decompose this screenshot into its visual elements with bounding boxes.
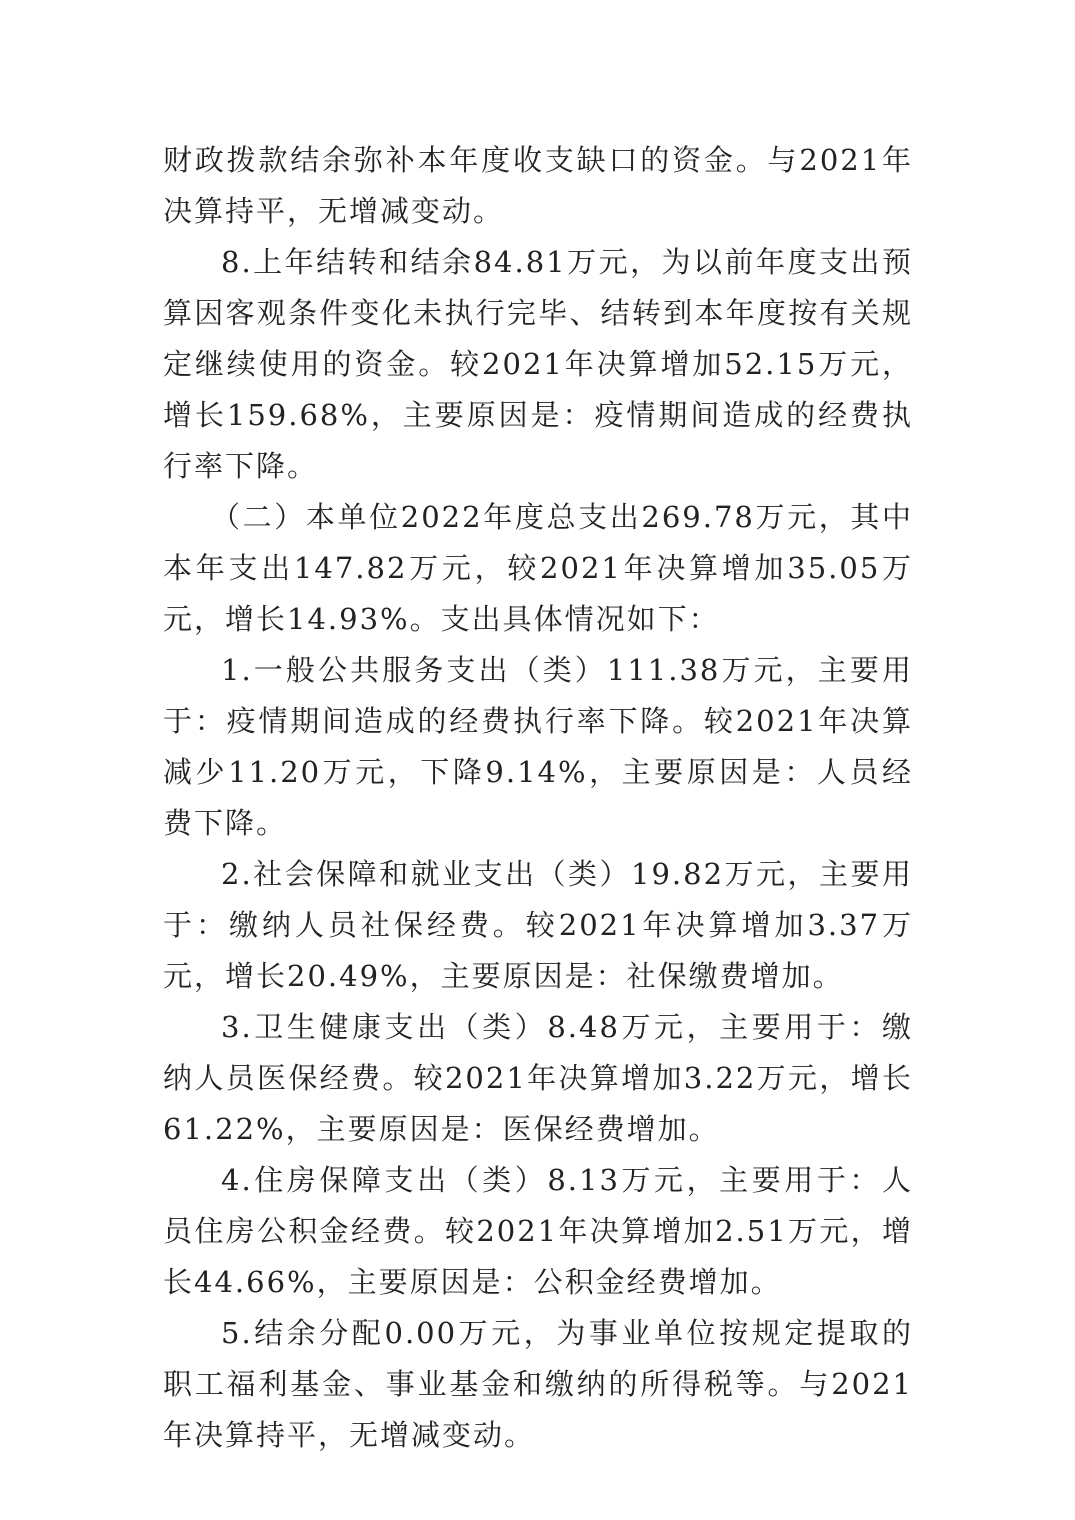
paragraph-item-2: 2.社会保障和就业支出（类）19.82万元，主要用于：缴纳人员社保经费。较2021年决算增加3.37万元，增长20.49%，主要原因是：社保缴费增加。 <box>163 857 913 993</box>
paragraph-item-8: 8.上年结转和结余84.81万元，为以前年度支出预算因客观条件变化未执行完毕、结转到本年度按有关规定继续使用的资金。较2021年决算增加52.15万元，增长159.68%，主要原因是：疫情期间造成的经费执行率下降。 <box>163 245 913 483</box>
paragraph-item-1: 1.一般公共服务支出（类）111.38万元，主要用于：疫情期间造成的经费执行率下降。较2021年决算减少11.20万元，下降9.14%，主要原因是：人员经费下降。 <box>163 653 913 840</box>
paragraph-continuation: 财政拨款结余弥补本年度收支缺口的资金。与2021年决算持平，无增减变动。 <box>163 143 913 228</box>
paragraph-item-5: 5.结余分配0.00万元，为事业单位按规定提取的职工福利基金、事业基金和缴纳的所得税等。与2021年决算持平，无增减变动。 <box>163 1316 913 1452</box>
document-body <box>163 135 913 1461</box>
paragraph-section-2: （二）本单位2022年度总支出269.78万元，其中本年支出147.82万元，较2021年决算增加35.05万元，增长14.93%。支出具体情况如下： <box>163 500 913 636</box>
paragraph-item-3: 3.卫生健康支出（类）8.48万元，主要用于：缴纳人员医保经费。较2021年决算增加3.22万元，增长61.22%，主要原因是：医保经费增加。 <box>163 1010 913 1146</box>
paragraph-item-4: 4.住房保障支出（类）8.13万元，主要用于：人员住房公积金经费。较2021年决算增加2.51万元，增长44.66%，主要原因是：公积金经费增加。 <box>163 1163 913 1299</box>
